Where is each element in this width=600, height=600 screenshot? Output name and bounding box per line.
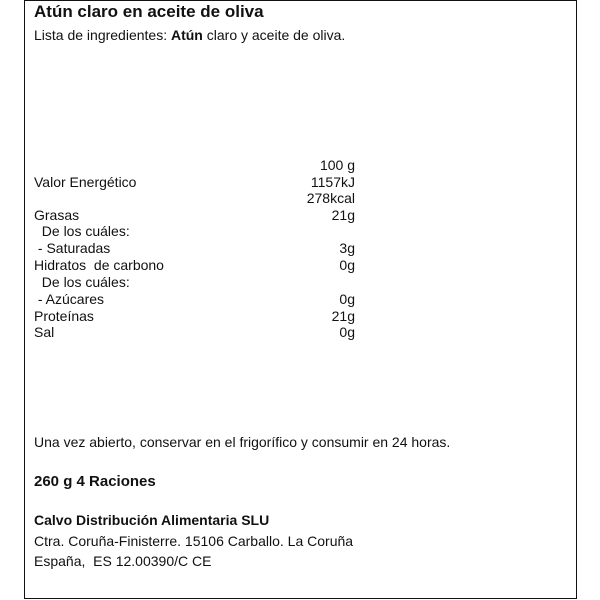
nutrition-row-value: 21g: [331, 308, 355, 324]
ingredients-label: Lista de ingredientes:: [34, 27, 171, 43]
ingredients-highlight: Atún: [170, 27, 203, 43]
nutrition-row-label: Hidratos de carbono: [34, 257, 164, 273]
nutrition-row-label: - Saturadas: [34, 240, 111, 256]
net-weight: 260 g 4 Raciones: [34, 473, 156, 490]
company-address: Ctra. Coruña-Finisterre. 15106 Carballo. La Coruña: [34, 533, 354, 549]
nutrition-row-value: 0g: [339, 324, 355, 340]
nutrition-row-value: 21g: [331, 207, 355, 223]
nutrition-row-label: - Azúcares: [34, 291, 105, 307]
nutrition-row-label: De los cuáles:: [34, 274, 130, 290]
nutrition-row-label: Valor Energético: [34, 174, 137, 190]
storage-instructions: Una vez abierto, conservar en el frigorífico y consumir en 24 horas.: [34, 434, 451, 450]
ingredients-line: [34, 27, 345, 43]
nutrition-per-header: 100 g: [319, 157, 355, 173]
nutrition-row-value: 278kcal: [306, 190, 355, 206]
nutrition-row-value: 1157kJ: [310, 174, 355, 190]
company-name: Calvo Distribución Alimentaria SLU: [34, 512, 270, 528]
nutrition-row-label: Sal: [34, 324, 55, 340]
nutrition-row-value: 0g: [339, 291, 355, 307]
nutrition-row-value: 0g: [339, 257, 355, 273]
nutrition-row-label: De los cuáles:: [34, 223, 130, 239]
label-frame: [24, 0, 577, 599]
nutrition-row-label: Grasas: [34, 207, 80, 223]
ingredients-rest: claro y aceite de oliva.: [202, 27, 346, 43]
nutrition-row-value: 3g: [339, 240, 355, 256]
nutrition-row-label: Proteínas: [34, 308, 94, 324]
company-registry: España, ES 12.00390/C CE: [34, 553, 212, 569]
product-title: Atún claro en aceite de oliva: [34, 2, 264, 21]
